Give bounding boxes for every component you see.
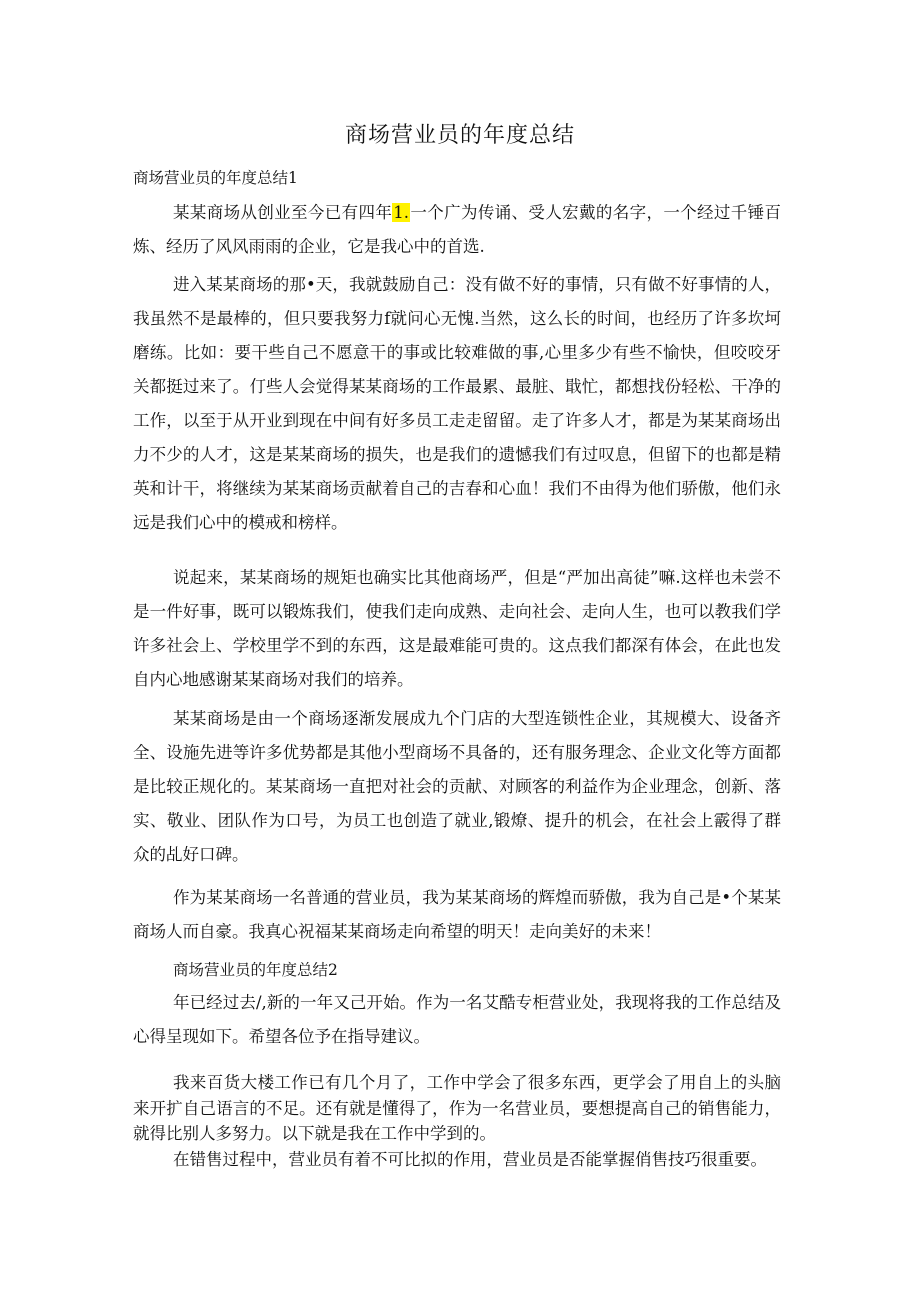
section-1-paragraph-4: 某某商场是由一个商场逐渐发展成九个门店的大型连锁性企业，其规模大、设备齐全、设施先进等许多优势都是其他小型商场不具备的，还有服务理念、企业文化等方面都是比较正规化的。某某商场一直把对社会的贡献、对顾客的利益作为企业理念，创新、落实、敬业、团队作为口号，为员工也创造了就业,锻燎、提升的机会，在社会上霰得了群众的乩好口碑。 xyxy=(133,709,781,864)
section-1-paragraph-5: 作为某某商场一名普通的营业员，我为某某商场的辉煌而骄傲，我为自己是•个某某商场人而自豪。我真心祝福某某商场走向希望的明天！走向美好的未来！ xyxy=(133,888,781,941)
section-2-paragraph-2: 我来百货大楼工作已有几个月了，工作中学会了很多东西，更学会了用自上的头脑来开扩自己语言的不足。还有就是懂得了，作为一名营业员，要想提高自己的销售能力，就得比别人多努力。以下就是我在工作中学到的。 xyxy=(133,1073,781,1143)
section-1-paragraph-3: 说起来，某某商场的规矩也确实比其他商场严，但是“严加出高徒”嘛.这样也未尝不是一件好事，既可以锻炼我们，使我们走向成熟、走向社会、走向人生，也可以教我们学许多社会上、学校里学不到的东西，这是最难能可贵的。这点我们都深有体会，在此也发自内心地感谢某某商场对我们的培养。 xyxy=(133,568,781,689)
paragraph-text: 一个广为传诵、受人宏戴的名字，一个经过千锤百炼、经历了风风雨雨的企业，它是我心中的首选. xyxy=(133,203,782,256)
document-title: 商场营业员的年度总结 xyxy=(344,123,575,148)
section-2-paragraph-3: 在错售过程中，营业员有着不可比拟的作用，营业员是否能掌握俏售技巧很重要。 xyxy=(173,1150,767,1169)
highlighted-text: 1. xyxy=(393,203,409,222)
section-2-heading: 商场营业员的年度总结2 xyxy=(173,961,338,979)
section-1-heading: 商场营业员的年度总结1 xyxy=(133,169,298,187)
section-1-paragraph-2: 进入某某商场的那•天，我就鼓励自己：没有做不好的事情，只有做不好事情的人，我虽然不是最棒的，但只要我努力f就问心无愧.当然，这么长的时间，也经历了许多坎坷磨练。比如：要干些自己不愿意干的事或比较难做的事,心里多少有些不愉快，但咬咬牙关都挺过来了。仃些人会觉得某某商场的工作最累、最脏、戢忙，都想找份轻松、干净的工作，以至于从开业到现在中间有好多员工走走留留。走了许多人才，都是为某某商场出力不少的人才，这是某某商场的损失，也是我们的遗憾我们有过叹息，但留下的也都是精英和计干，将继续为某某商场贡献着自己的吉春和心血！我们不由得为他们骄傲，他们永远是我们心中的模戒和榜样。 xyxy=(133,275,781,532)
section-2-paragraph-1: 年已经过去/,新的一年又己开始。作为一名艾酷专柜营业处，我现将我的工作总结及心得呈现如下。希望各位予在指导建议。 xyxy=(133,993,781,1046)
paragraph-text: 某某商场从创业至今已有四年 xyxy=(173,203,393,222)
section-1-paragraph-1 xyxy=(133,196,781,264)
